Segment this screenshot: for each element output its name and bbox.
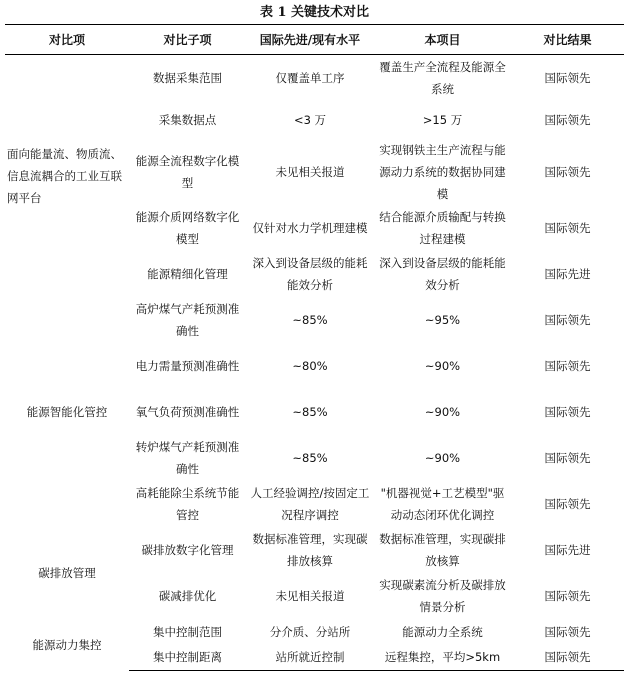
header-result: 对比结果: [511, 25, 624, 55]
subitem-cell: 采集数据点: [158, 112, 217, 127]
result-cell: 国际领先: [511, 645, 624, 671]
category-cell: 能源动力集控: [32, 637, 102, 652]
header-intl-level: 国际先进/现有水平: [246, 25, 374, 55]
intl-cell: 数据标准管理，实现碳排放核算: [252, 531, 368, 568]
result-cell: 国际领先: [544, 404, 591, 419]
category-cell: 面向能量流、物质流、信息流耦合的工业互联网平台: [7, 146, 122, 205]
project-cell: 数据标准管理，实现碳排放核算: [379, 531, 506, 568]
result-cell: 国际领先: [544, 624, 591, 639]
result-cell: 国际领先: [544, 312, 591, 327]
project-cell: >15 万: [422, 112, 463, 127]
intl-cell: 分介质、分站所: [269, 624, 351, 639]
table-row: [5, 55, 624, 101]
subitem-cell: 数据采集范围: [153, 70, 222, 85]
category-cell: 能源智能化管控: [26, 404, 108, 419]
subitem-cell: 高耗能除尘系统节能管控: [135, 485, 240, 522]
comparison-table: [5, 24, 624, 671]
intl-cell: 仅覆盖单工序: [275, 70, 345, 85]
header-project: 本项目: [374, 25, 511, 55]
project-cell: "机器视觉+工艺模型"驱动动态闭环优化调控: [380, 485, 505, 522]
intl-cell: 人工经验调控/按固定工况程序调控: [250, 485, 370, 522]
intl-cell: ~80%: [292, 358, 328, 373]
intl-cell: 未见相关报道: [275, 164, 345, 179]
project-cell: ~95%: [424, 312, 461, 327]
result-cell: 国际领先: [544, 220, 591, 235]
project-cell: 能源动力全系统: [402, 624, 483, 639]
table-title: 表 1 关键技术对比: [259, 5, 370, 20]
project-cell: 结合能源介质输配与转换过程建模: [379, 209, 506, 246]
result-cell: 国际领先: [544, 450, 591, 465]
result-cell: 国际先进: [544, 266, 591, 281]
category-cell: 碳排放管理: [38, 565, 96, 580]
subitem-cell: 碳排放数字化管理: [141, 542, 234, 557]
intl-cell: 深入到设备层级的能耗能效分析: [252, 255, 368, 292]
subitem-cell: 能源介质网络数字化模型: [135, 209, 240, 246]
intl-cell: ~85%: [292, 404, 328, 419]
result-cell: 国际先进: [544, 542, 591, 557]
intl-cell: 站所就近控制: [246, 645, 374, 671]
subitem-cell: 集中控制距离: [129, 645, 246, 671]
table-row: [5, 297, 624, 343]
project-cell: 覆盖生产全流程及能源全系统: [379, 59, 506, 96]
table-row: [5, 619, 624, 645]
result-cell: 国际领先: [544, 164, 591, 179]
intl-cell: ~85%: [292, 450, 328, 465]
subitem-cell: 转炉煤气产耗预测准确性: [135, 439, 240, 476]
result-cell: 国际领先: [544, 588, 591, 603]
result-cell: 国际领先: [544, 358, 591, 373]
project-cell: 实现碳素流分析及碳排放情景分析: [379, 577, 506, 614]
intl-cell: ~85%: [292, 312, 328, 327]
result-cell: 国际领先: [544, 496, 591, 511]
table-header-row: [5, 25, 624, 55]
result-cell: 国际领先: [544, 70, 591, 85]
intl-cell: <3 万: [293, 112, 327, 127]
subitem-cell: 电力需量预测准确性: [135, 358, 240, 373]
intl-cell: 仅针对水力学机理建模: [252, 220, 368, 235]
table-row: [5, 527, 624, 573]
project-cell: ~90%: [424, 404, 461, 419]
project-cell: 实现钢铁主生产流程与能源动力系统的数据协同建模: [379, 142, 506, 201]
project-cell: ~90%: [424, 358, 461, 373]
project-cell: ~90%: [424, 450, 461, 465]
subitem-cell: 高炉煤气产耗预测准确性: [135, 301, 240, 338]
header-subitem: 对比子项: [129, 25, 246, 55]
project-cell: 深入到设备层级的能耗能效分析: [379, 255, 506, 292]
result-cell: 国际领先: [544, 112, 591, 127]
subitem-cell: 氧气负荷预测准确性: [135, 404, 240, 419]
subitem-cell: 集中控制范围: [153, 624, 222, 639]
subitem-cell: 碳减排优化: [158, 588, 217, 603]
header-item: 对比项: [5, 25, 129, 55]
subitem-cell: 能源全流程数字化模型: [135, 153, 240, 190]
intl-cell: 未见相关报道: [275, 588, 345, 603]
subitem-cell: 能源精细化管理: [147, 266, 228, 281]
project-cell: 远程集控，平均>5km: [374, 645, 511, 671]
